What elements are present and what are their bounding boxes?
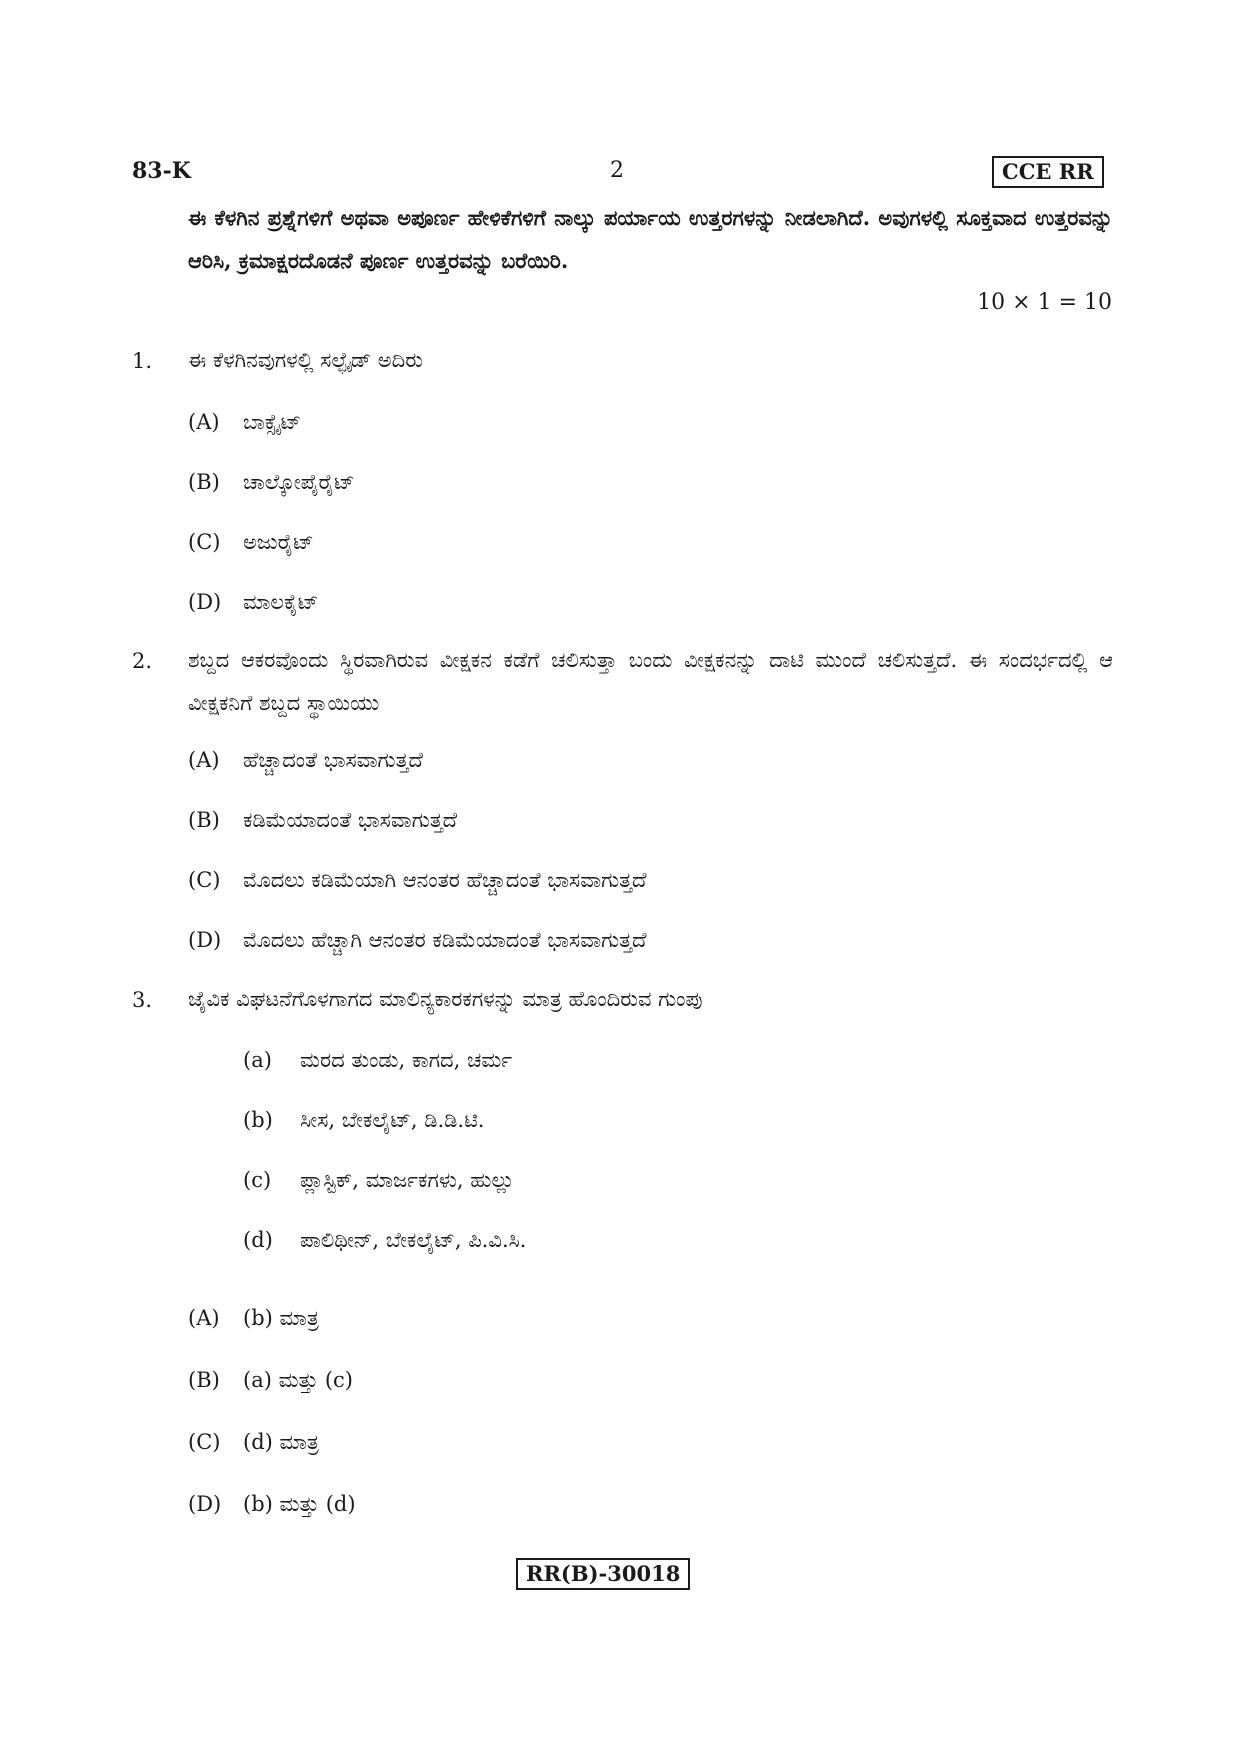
q2-option-b-text: ಕಡಿಮೆಯಾದಂತೆ ಭಾಸವಾಗುತ್ತದೆ — [243, 808, 458, 832]
q3-item-b-letter: (b) — [243, 1108, 273, 1132]
q1-option-b-text: ಚಾಲ್ಕೋಪೈರೈಟ್ — [243, 470, 355, 494]
q2-option-a-text: ಹೆಚ್ಚಾದಂತೆ ಭಾಸವಾಗುತ್ತದೆ — [243, 748, 423, 772]
q1-option-b-letter: (B) — [188, 470, 220, 494]
q3-option-d-letter: (D) — [188, 1492, 222, 1516]
q3-option-a-text: (b) ಮಾತ್ರ — [243, 1306, 319, 1330]
q3-item-d-letter: (d) — [243, 1228, 273, 1252]
marks-allocation: 10 × 1 = 10 — [977, 290, 1112, 315]
question-3-number: 3. — [132, 988, 153, 1012]
q3-item-b-text: ಸೀಸ, ಬೇಕಲೈಟ್, ಡಿ.ಡಿ.ಟಿ. — [300, 1108, 485, 1132]
q1-option-a-text: ಬಾಕ್ಸೈಟ್ — [243, 410, 302, 434]
q3-item-a-letter: (a) — [243, 1048, 272, 1072]
q3-option-b-letter: (B) — [188, 1368, 220, 1392]
question-1-number: 1. — [132, 349, 153, 373]
q1-option-a-letter: (A) — [188, 410, 220, 434]
q3-option-b-text: (a) ಮತ್ತು (c) — [243, 1368, 353, 1392]
q3-item-a-text: ಮರದ ತುಂಡು, ಕಾಗದ, ಚರ್ಮ — [300, 1048, 513, 1072]
q3-item-c-text: ಪ್ಲಾಸ್ಟಿಕ್, ಮಾರ್ಜಕಗಳು, ಹುಲ್ಲು — [300, 1168, 515, 1192]
q2-option-a-letter: (A) — [188, 748, 220, 772]
q2-option-c-letter: (C) — [188, 868, 221, 892]
q3-item-d-text: ಪಾಲಿಥೀನ್, ಬೇಕಲೈಟ್, ಪಿ.ವಿ.ಸಿ. — [300, 1228, 527, 1252]
q2-option-d-text: ಮೊದಲು ಹೆಚ್ಚಾಗಿ ಆನಂತರ ಕಡಿಮೆಯಾದಂತೆ ಭಾಸವಾಗುತ್ತದೆ — [243, 928, 647, 952]
q3-option-a-letter: (A) — [188, 1306, 220, 1330]
question-2-text: ಶಬ್ದದ ಆಕರವೊಂದು ಸ್ಥಿರವಾಗಿರುವ ವೀಕ್ಷಕನ ಕಡೆಗೆ ಚಲಿಸುತ್ತಾ ಬಂದು ವೀಕ್ಷಕನನ್ನು ದಾಟಿ ಮುಂದೆ ಚಲಿಸುತ್ತದೆ. ಈ ಸಂದರ್ಭದಲ್ಲಿ ಆ ವೀಕ್ಷಕನಿಗೆ ಶಬ್ದದ ಸ್ಥಾಯಿಯು — [188, 648, 1113, 715]
q1-option-d-text: ಮಾಲಕೈಟ್ — [243, 590, 319, 614]
question-1-text: ಈ ಕೆಳಗಿನವುಗಳಲ್ಲಿ ಸಲ್ಫೈಡ್ ಅದಿರು — [188, 348, 423, 372]
q3-option-c-letter: (C) — [188, 1430, 221, 1454]
q2-option-d-letter: (D) — [188, 928, 222, 952]
instructions-text: ಈ ಕೆಳಗಿನ ಪ್ರಶ್ನೆಗಳಿಗೆ ಅಥವಾ ಅಪೂರ್ಣ ಹೇಳಿಕೆಗಳಿಗೆ ನಾಲ್ಕು ಪರ್ಯಾಯ ಉತ್ತರಗಳನ್ನು ನೀಡಲಾಗಿದೆ. ಅವುಗಳಲ್ಲಿ ಸೂಕ್ತವಾದ ಉತ್ತರವನ್ನು ಆರಿಸಿ, ಕ್ರಮಾಕ್ಷರದೊಡನೆ ಪೂರ್ಣ ಉತ್ತರವನ್ನು ಬರೆಯಿರಿ. — [188, 205, 1113, 273]
q3-option-c-text: (d) ಮಾತ್ರ — [243, 1430, 319, 1454]
footer-code-badge: RR(B)-30018 — [516, 1558, 690, 1590]
q3-option-d-text: (b) ಮತ್ತು (d) — [243, 1492, 356, 1516]
paper-code: 83-K — [132, 158, 191, 184]
q1-option-c-letter: (C) — [188, 530, 221, 554]
page-number: 2 — [610, 158, 624, 183]
q2-option-b-letter: (B) — [188, 808, 220, 832]
q1-option-c-text: ಅಜುರೈಟ್ — [243, 530, 314, 554]
q3-item-c-letter: (c) — [243, 1168, 272, 1192]
q1-option-d-letter: (D) — [188, 590, 222, 614]
question-2-number: 2. — [132, 649, 153, 673]
question-3-text: ಜೈವಿಕ ವಿಘಟನೆಗೊಳಗಾಗದ ಮಾಲಿನ್ಯಕಾರಕಗಳನ್ನು ಮಾತ್ರ ಹೊಂದಿರುವ ಗುಂಪು — [188, 987, 703, 1011]
q2-option-c-text: ಮೊದಲು ಕಡಿಮೆಯಾಗಿ ಆನಂತರ ಹೆಚ್ಚಾದಂತೆ ಭಾಸವಾಗುತ್ತದೆ — [243, 868, 647, 892]
series-badge: CCE RR — [992, 156, 1104, 188]
